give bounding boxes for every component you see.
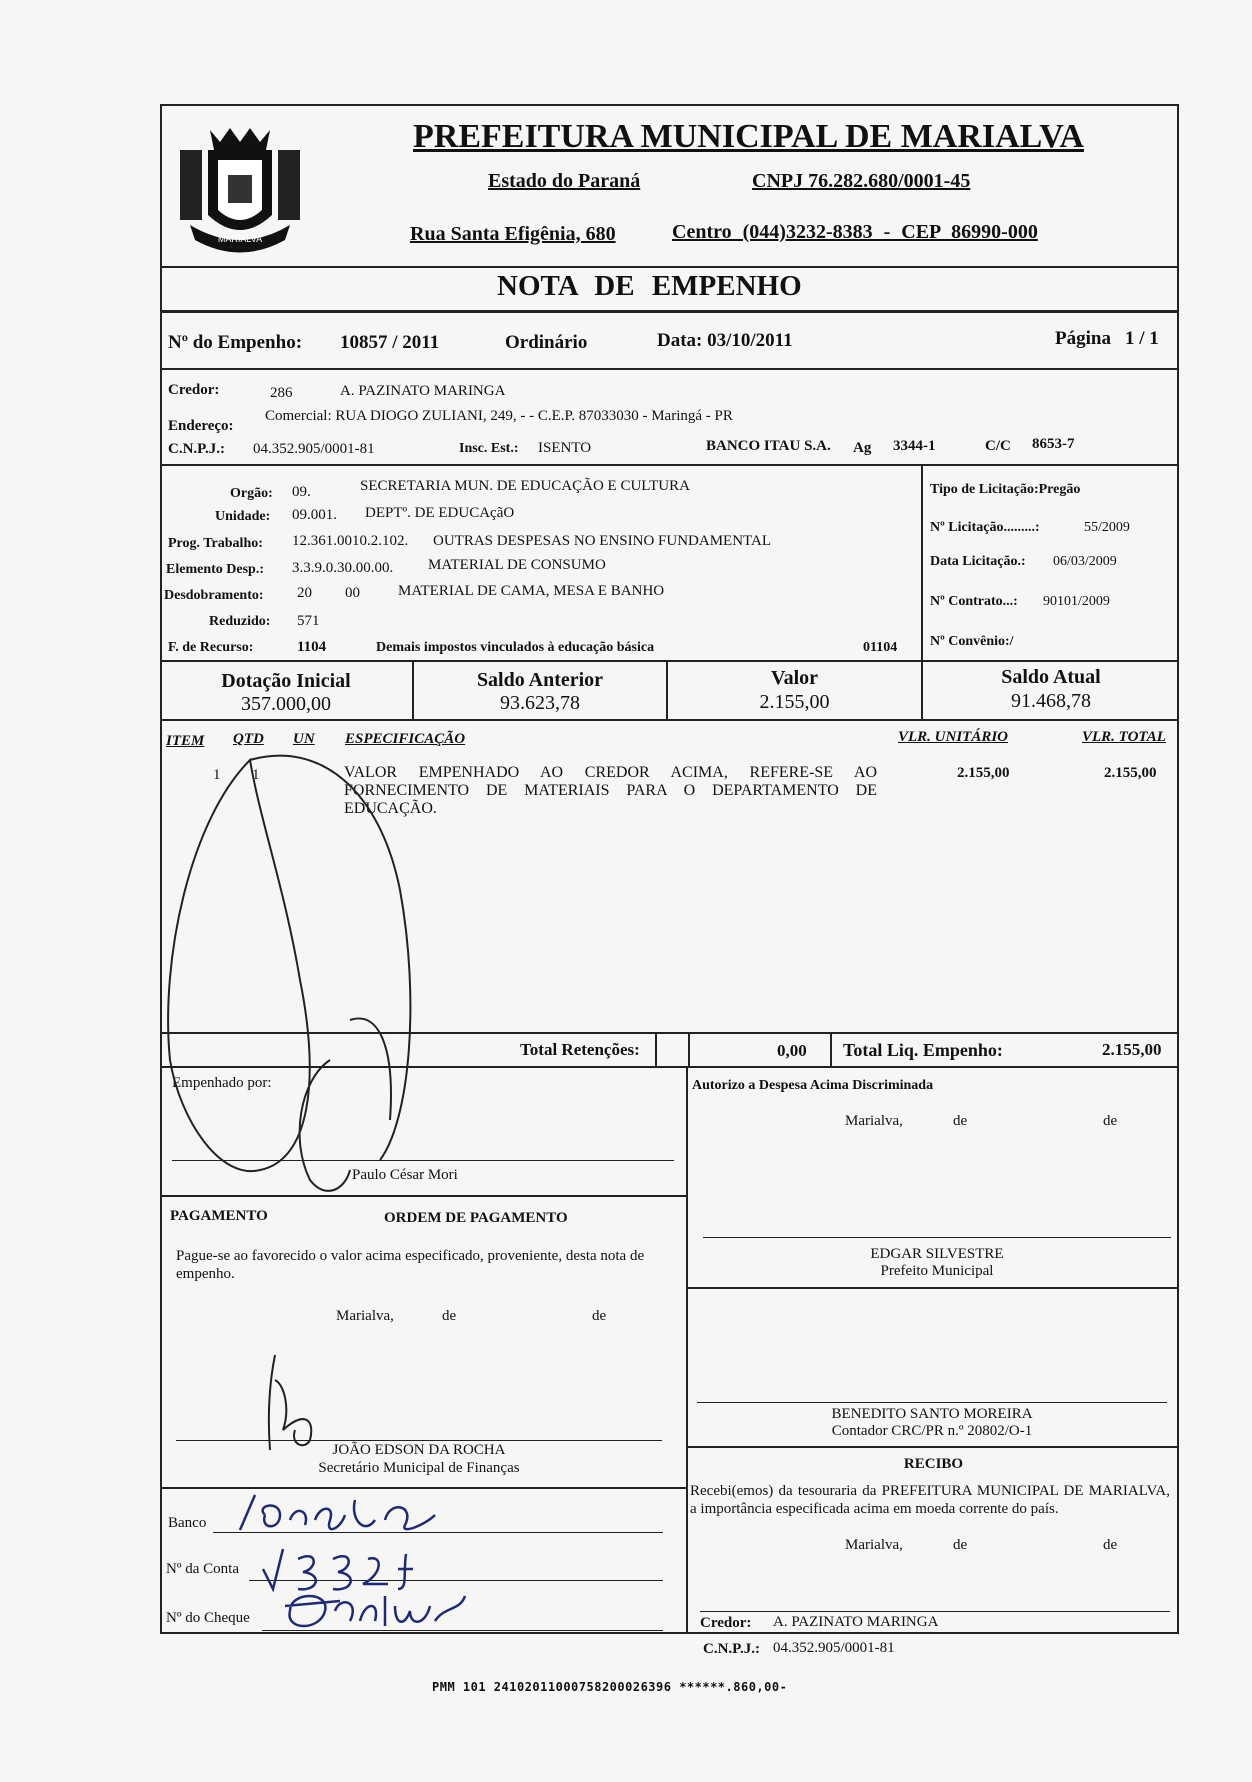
- empenhado-label: Empenhado por:: [172, 1075, 272, 1091]
- state-label: Estado do Paraná: [488, 170, 641, 192]
- page-label: Página: [1055, 328, 1111, 349]
- credor-code: 286: [270, 385, 293, 401]
- autorizo-de1: de: [953, 1113, 968, 1129]
- footer-code: PMM 101 24102011000758200026396 ******.860,00-: [432, 1680, 788, 1694]
- svg-text:MARIALVA: MARIALVA: [217, 234, 263, 244]
- autorizo-role: Prefeito Municipal: [880, 1263, 994, 1279]
- empenho-type: Ordinário: [505, 332, 588, 353]
- address-value: Comercial: RUA DIOGO ZULIANI, 249, - - C.E.P. 87033030 - Maringá - PR: [265, 408, 733, 424]
- recibo-credor-value: A. PAZINATO MARINGA: [773, 1614, 939, 1630]
- desdobramento-label: Desdobramento:: [164, 588, 264, 603]
- saldo-label-1: Saldo Anterior: [476, 669, 604, 691]
- pagamento-label: PAGAMENTO: [170, 1208, 268, 1224]
- recurso-name: Demais impostos vinculados à educação básica: [376, 640, 655, 655]
- elemento-name: MATERIAL DE CONSUMO: [428, 557, 606, 573]
- bank-handwriting: [225, 1490, 465, 1540]
- saldo-label-0: Dotação Inicial: [221, 670, 351, 692]
- pagamento-name: JOÃO EDSON DA ROCHA: [332, 1442, 506, 1458]
- contador-name: BENEDITO SANTO MOREIRA: [831, 1406, 1033, 1422]
- coat-of-arms-icon: [170, 120, 310, 265]
- col-vlr-total: VLR. TOTAL: [1082, 729, 1166, 745]
- agency-value: 3344-1: [893, 438, 936, 454]
- address-label: Endereço:: [168, 418, 234, 434]
- item-description: VALOR EMPENHADO AO CREDOR ACIMA, REFERE-SE AO FORNECIMENTO DE MATERIAIS PARA O DEPARTAMENTO DE EDUCAÇÃO.: [344, 764, 877, 817]
- item-qtd: 1: [252, 767, 260, 783]
- insc-label: Insc. Est.:: [459, 441, 519, 456]
- empenho-num-value: 10857 / 2011: [340, 332, 440, 353]
- contrato-value: 90101/2009: [1043, 594, 1110, 609]
- cnpj-header: CNPJ 76.282.680/0001-45: [752, 170, 971, 192]
- saldo-value-1: 93.623,78: [500, 692, 580, 714]
- saldo-value-0: 357.000,00: [241, 693, 331, 715]
- orgao-label: Orgão:: [230, 486, 273, 501]
- saldo-label-2: Valor: [770, 667, 819, 689]
- item-vlr-total: 2.155,00: [1104, 765, 1157, 781]
- col-un: UN: [293, 731, 315, 747]
- cnpj-label: C.N.P.J.:: [168, 441, 225, 457]
- recibo-de1: de: [953, 1537, 968, 1553]
- autorizo-de2: de: [1103, 1113, 1118, 1129]
- conta-label: Nº da Conta: [166, 1561, 239, 1577]
- col-vlr-unit: VLR. UNITÁRIO: [898, 729, 1009, 745]
- orgao-code: 09.: [292, 484, 311, 500]
- licitacao-date-value: 06/03/2009: [1053, 554, 1117, 569]
- item-vlr-unit: 2.155,00: [957, 765, 1010, 781]
- contador-role: Contador CRC/PR n.º 20802/O-1: [831, 1423, 1033, 1439]
- credor-label: Credor:: [168, 382, 220, 398]
- desdobramento-code1: 20: [297, 585, 312, 601]
- item-number: 1: [213, 767, 221, 783]
- retencoes-label: Total Retenções:: [520, 1040, 640, 1059]
- doc-title: NOTA DE EMPENHO: [497, 270, 802, 302]
- banco-label: Banco: [168, 1515, 207, 1531]
- recibo-cnpj-value: 04.352.905/0001-81: [773, 1640, 895, 1656]
- saldo-value-3: 91.468,78: [1011, 690, 1091, 712]
- bank-name: BANCO ITAU S.A.: [706, 438, 831, 454]
- credor-name: A. PAZINATO MARINGA: [340, 383, 506, 399]
- licitacao-num-value: 55/2009: [1084, 520, 1130, 535]
- cnpj-value: 04.352.905/0001-81: [253, 441, 375, 457]
- page-value: 1 / 1: [1125, 328, 1159, 349]
- recibo-title: RECIBO: [903, 1456, 964, 1472]
- col-qtd: QTD: [233, 731, 264, 747]
- prog-name: OUTRAS DESPESAS NO ENSINO FUNDAMENTAL: [433, 533, 771, 549]
- pagamento-de2: de: [592, 1308, 607, 1324]
- recurso-num: 01104: [863, 640, 898, 655]
- unidade-label: Unidade:: [215, 509, 271, 524]
- recurso-code: 1104: [297, 639, 327, 655]
- elemento-label: Elemento Desp.:: [166, 562, 264, 577]
- agency-label: Ag: [853, 440, 872, 456]
- desdobramento-code2: 00: [345, 585, 360, 601]
- col-espec: ESPECIFICAÇÃO: [345, 731, 466, 747]
- recibo-de2: de: [1103, 1537, 1118, 1553]
- saldo-value-2: 2.155,00: [759, 691, 830, 713]
- recibo-text: Recebi(emos) da tesouraria da PREFEITURA MUNICIPAL DE MARIALVA, a importância especificada acima em moeda corrente do país.: [690, 1483, 1170, 1517]
- desdobramento-name: MATERIAL DE CAMA, MESA E BANHO: [398, 583, 665, 599]
- liq-value: 2.155,00: [1102, 1040, 1162, 1059]
- ordem-pagamento-label: ORDEM DE PAGAMENTO: [384, 1210, 568, 1226]
- prog-code: 12.361.0010.2.102.: [292, 533, 409, 549]
- autorizo-place: Marialva,: [845, 1113, 903, 1129]
- cc-label: C/C: [985, 438, 1011, 454]
- empenho-date: Data: 03/10/2011: [657, 330, 793, 351]
- recibo-place: Marialva,: [845, 1537, 903, 1553]
- page-title: PREFEITURA MUNICIPAL DE MARIALVA: [413, 118, 1084, 155]
- empenhado-name: Paulo César Mori: [352, 1167, 458, 1183]
- orgao-name: SECRETARIA MUN. DE EDUCAÇÃO E CULTURA: [360, 478, 690, 494]
- recibo-cnpj-label: C.N.P.J.:: [703, 1641, 760, 1657]
- pagamento-de1: de: [442, 1308, 457, 1324]
- prog-label: Prog. Trabalho:: [168, 536, 263, 551]
- cheque-label: Nº do Cheque: [166, 1610, 250, 1626]
- recibo-credor-label: Credor:: [700, 1615, 752, 1631]
- recurso-label: F. de Recurso:: [168, 640, 254, 655]
- unidade-code: 09.001.: [292, 507, 337, 523]
- initials-stroke: [255, 1350, 335, 1460]
- contrato-label: Nº Contrato...:: [930, 594, 1018, 609]
- pagamento-text: Pague-se ao favorecido o valor acima especificado, proveniente, desta nota de empenho.: [176, 1248, 645, 1282]
- reduzido-label: Reduzido:: [209, 614, 271, 629]
- empenho-num-label: Nº do Empenho:: [168, 332, 303, 353]
- licitacao-date-label: Data Licitação.:: [930, 554, 1026, 569]
- address-rest: Centro (044)3232-8383 - CEP 86990-000: [672, 221, 1038, 243]
- col-item: ITEM: [166, 733, 205, 749]
- cc-value: 8653-7: [1032, 436, 1075, 452]
- unidade-name: DEPTº. DE EDUCAçãO: [365, 505, 515, 521]
- autorizo-label: Autorizo a Despesa Acima Discriminada: [692, 1078, 934, 1093]
- retencoes-value: 0,00: [777, 1041, 807, 1060]
- licitacao-tipo: Tipo de Licitação:Pregão: [930, 482, 1081, 497]
- saldo-label-3: Saldo Atual: [1001, 666, 1101, 688]
- cheque-handwriting: [280, 1586, 470, 1636]
- signature-stroke: [150, 700, 490, 1200]
- reduzido-value: 571: [297, 613, 320, 629]
- convenio-label: Nº Convênio:/: [930, 634, 1014, 649]
- autorizo-name: EDGAR SILVESTRE: [870, 1246, 1004, 1262]
- pagamento-place: Marialva,: [336, 1308, 394, 1324]
- insc-value: ISENTO: [538, 440, 592, 456]
- liq-label: Total Liq. Empenho:: [843, 1040, 1003, 1060]
- elemento-code: 3.3.9.0.30.00.00.: [292, 560, 394, 576]
- pagamento-role: Secretário Municipal de Finanças: [318, 1460, 520, 1476]
- street-label: Rua Santa Efigênia, 680: [410, 223, 616, 245]
- licitacao-num-label: Nº Licitação.........:: [930, 520, 1040, 535]
